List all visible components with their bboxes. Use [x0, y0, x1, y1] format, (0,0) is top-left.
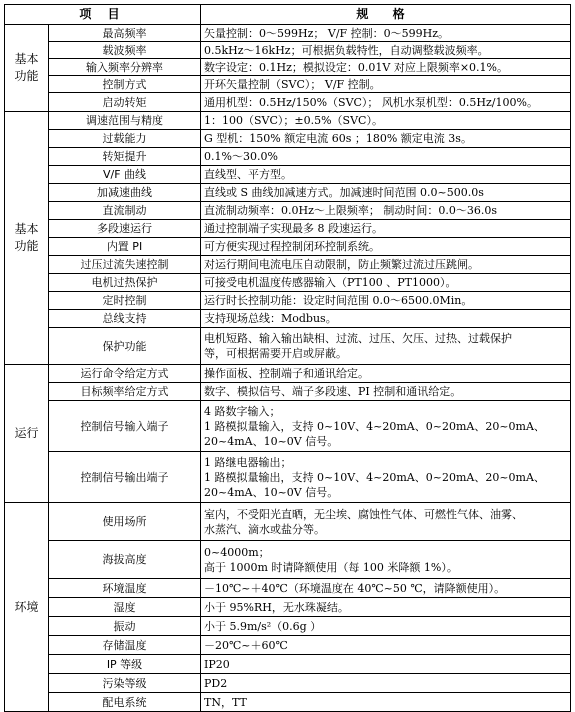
item-cell: 直流制动: [49, 202, 201, 220]
item-cell: 运行命令给定方式: [49, 365, 201, 383]
table-row: [5, 59, 571, 76]
item-cell: 总线支持: [49, 310, 201, 328]
table-row: [5, 617, 571, 636]
item-cell: 加减速曲线: [49, 184, 201, 202]
item-cell: 转矩提升: [49, 148, 201, 166]
spec-cell: 运行时长控制功能：设定时间范围 0.0～6500.0Min。: [201, 292, 571, 310]
table-row: [5, 93, 571, 112]
table-row: [5, 76, 571, 93]
table-row: [5, 383, 571, 401]
table-row: [5, 365, 571, 383]
header-spec: 规 格: [201, 5, 571, 25]
table-row: [5, 202, 571, 220]
spec-cell: G 型机：150% 额定电流 60s ；180% 额定电流 3s。: [201, 130, 571, 148]
table-row: [5, 238, 571, 256]
spec-cell: 4 路数字输入； 1 路模拟量输入，支持 0~10V、4~20mA、0~20mA、20~0mA、 20~4mA、10~0V 信号。: [201, 401, 571, 452]
header-item: 项 目: [5, 5, 201, 25]
spec-cell: 直流制动频率：0.0Hz～上限频率； 制动时间：0.0～36.0s: [201, 202, 571, 220]
spec-cell: 通过控制端子实现最多 8 段速运行。: [201, 220, 571, 238]
item-cell: 使用场所: [49, 503, 201, 541]
spec-cell: 操作面板、控制端子和通讯给定。: [201, 365, 571, 383]
item-cell: 启动转矩: [49, 93, 201, 112]
item-cell: V/F 曲线: [49, 166, 201, 184]
item-cell: 目标频率给定方式: [49, 383, 201, 401]
table-row: [5, 452, 571, 503]
item-cell: 调速范围与精度: [49, 112, 201, 130]
spec-cell: 1：100（SVC）；±0.5%（SVC）。: [201, 112, 571, 130]
spec-cell: 直线型、平方型。: [201, 166, 571, 184]
spec-cell: 通用机型：0.5Hz/150%（SVC）； 风机水泵机型：0.5Hz/100%。: [201, 93, 571, 112]
spec-cell: 电机短路、输入输出缺相、过流、过压、欠压、过热、过载保护 等，可根据需要开启或屏蔽。: [201, 328, 571, 365]
table-row: [5, 184, 571, 202]
spec-cell: 小于 95%RH，无水珠凝结。: [201, 598, 571, 617]
spec-cell: 数字设定：0.1Hz；模拟设定：0.01V 对应上限频率×0.1%。: [201, 59, 571, 76]
spec-cell: 1 路继电器输出； 1 路模拟量输出，支持 0~10V、4~20mA、0~20mA、20~0mA、 20~4mA、10~0V 信号。: [201, 452, 571, 503]
item-cell: 存储温度: [49, 636, 201, 655]
table-row: [5, 274, 571, 292]
category-cell: 环境: [5, 503, 49, 712]
spec-cell: 0.1%～30.0%: [201, 148, 571, 166]
table-row: [5, 401, 571, 452]
table-row: [5, 112, 571, 130]
item-cell: 振动: [49, 617, 201, 636]
table-row: [5, 25, 571, 42]
item-cell: 保护功能: [49, 328, 201, 365]
table-row: [5, 579, 571, 598]
table-row: [5, 674, 571, 693]
category-cell: 运行: [5, 365, 49, 503]
spec-cell: TN，TT: [201, 693, 571, 712]
item-cell: 载波频率: [49, 42, 201, 59]
item-cell: 电机过热保护: [49, 274, 201, 292]
spec-cell: －10℃~＋40℃（环境温度在 40℃~50 ℃，请降额使用）。: [201, 579, 571, 598]
spec-table: [4, 4, 571, 712]
item-cell: 控制方式: [49, 76, 201, 93]
item-cell: 最高频率: [49, 25, 201, 42]
spec-cell: 0~4000m； 高于 1000m 时请降额使用（每 100 米降额 1%）。: [201, 541, 571, 579]
spec-cell: 矢量控制：0～599Hz； V/F 控制：0～599Hz。: [201, 25, 571, 42]
spec-cell: 0.5kHz～16kHz；可根据负载特性，自动调整载波频率。: [201, 42, 571, 59]
spec-cell: IP20: [201, 655, 571, 674]
table-row: [5, 598, 571, 617]
table-row: [5, 328, 571, 365]
spec-table-body: [5, 25, 571, 712]
item-cell: 配电系统: [49, 693, 201, 712]
table-row: [5, 148, 571, 166]
spec-cell: 可方便实现过程控制闭环控制系统。: [201, 238, 571, 256]
table-row: [5, 655, 571, 674]
table-row: [5, 220, 571, 238]
table-row: [5, 693, 571, 712]
spec-cell: －20℃~＋60℃: [201, 636, 571, 655]
spec-cell: 室内，不受阳光直晒，无尘埃、腐蚀性气体、可燃性气体、油雾、 水蒸汽、滴水或盐分等。: [201, 503, 571, 541]
table-row: [5, 166, 571, 184]
header-row: [5, 5, 571, 25]
item-cell: IP 等级: [49, 655, 201, 674]
table-row: [5, 292, 571, 310]
table-row: [5, 541, 571, 579]
spec-cell: 小于 5.9m/s²（0.6g ）: [201, 617, 571, 636]
spec-cell: 对运行期间电流电压自动限制，防止频繁过流过压跳闸。: [201, 256, 571, 274]
spec-cell: 支持现场总线：Modbus。: [201, 310, 571, 328]
table-row: [5, 42, 571, 59]
table-row: [5, 130, 571, 148]
item-cell: 输入频率分辨率: [49, 59, 201, 76]
category-cell: 基本 功能: [5, 112, 49, 365]
item-cell: 过载能力: [49, 130, 201, 148]
table-row: [5, 256, 571, 274]
item-cell: 控制信号输入端子: [49, 401, 201, 452]
table-row: [5, 636, 571, 655]
spec-cell: 可接受电机温度传感器输入（PT100 、PT1000）。: [201, 274, 571, 292]
table-row: [5, 503, 571, 541]
spec-cell: 数字、模拟信号、端子多段速、PI 控制和通讯给定。: [201, 383, 571, 401]
item-cell: 内置 PI: [49, 238, 201, 256]
item-cell: 环境温度: [49, 579, 201, 598]
item-cell: 控制信号输出端子: [49, 452, 201, 503]
table-row: [5, 310, 571, 328]
spec-cell: 开环矢量控制（SVC）； V/F 控制。: [201, 76, 571, 93]
item-cell: 湿度: [49, 598, 201, 617]
item-cell: 定时控制: [49, 292, 201, 310]
item-cell: 污染等级: [49, 674, 201, 693]
item-cell: 过压过流失速控制: [49, 256, 201, 274]
category-cell: 基本 功能: [5, 25, 49, 112]
spec-cell: 直线或 S 曲线加减速方式。加减速时间范围 0.0~500.0s: [201, 184, 571, 202]
item-cell: 多段速运行: [49, 220, 201, 238]
spec-cell: PD2: [201, 674, 571, 693]
item-cell: 海拔高度: [49, 541, 201, 579]
